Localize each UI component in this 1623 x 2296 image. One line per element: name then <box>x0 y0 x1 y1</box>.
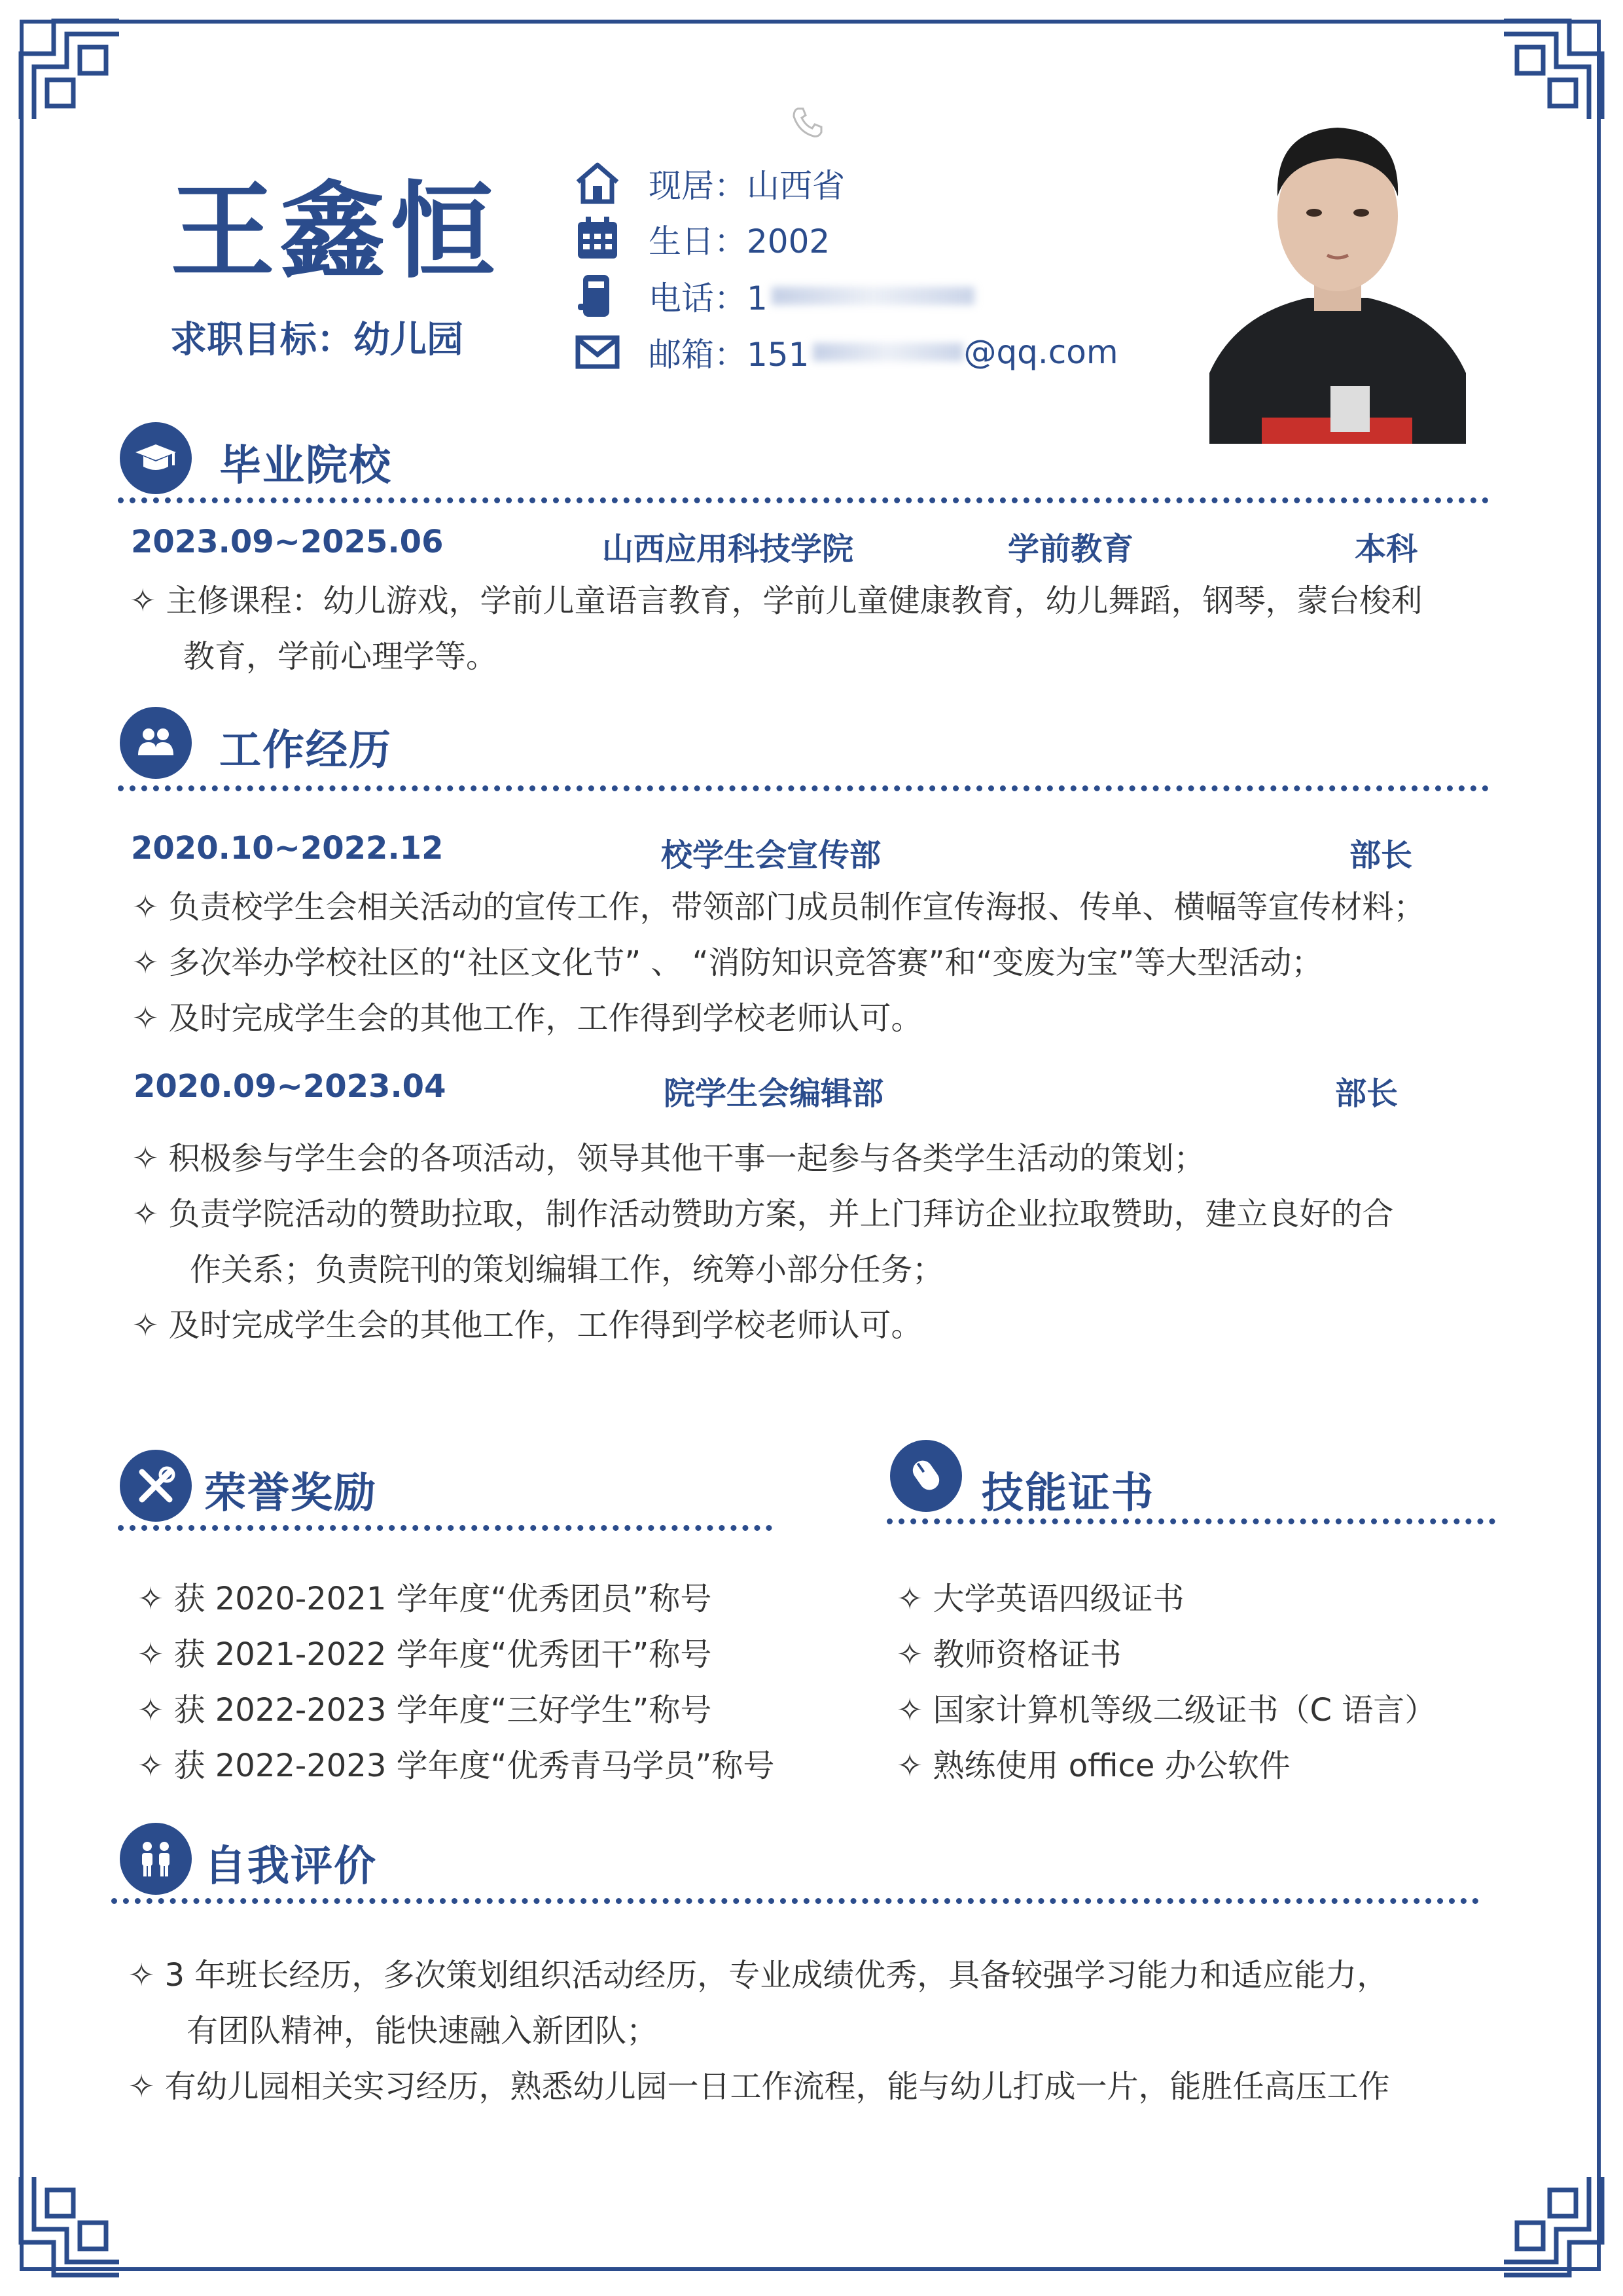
honor-item-1: ✧ 获 2020-2021 学年度“优秀团员”称号 <box>137 1581 712 1617</box>
education-school: 山西应用科技学院 <box>602 531 854 567</box>
info-address <box>573 157 845 209</box>
faint-phone-icon <box>789 105 825 141</box>
education-major: 学前教育 <box>1008 531 1134 567</box>
phone-icon <box>573 271 622 321</box>
info-email <box>573 326 1118 378</box>
honors-title: 荣誉奖励 <box>204 1469 377 1518</box>
skill-item-3: ✧ 国家计算机等级二级证书（C 语言） <box>897 1692 1436 1729</box>
address-text: 现居：山西省 <box>649 167 845 205</box>
education-title: 毕业院校 <box>219 442 392 490</box>
info-birthday <box>573 213 830 265</box>
honor-item-3: ✧ 获 2022-2023 学年度“三好学生”称号 <box>137 1692 712 1729</box>
divider-self <box>111 1898 1479 1904</box>
job2-item-1: ✧ 积极参与学生会的各项活动，领导其他干事一起参与各类学生活动的策划； <box>132 1140 1205 1177</box>
education-period: 2023.09~2025.06 <box>131 524 444 560</box>
job1-role: 部长 <box>1349 837 1413 874</box>
calendar-icon <box>573 214 622 264</box>
self-item-1-cont: 有团队精神，能快速融入新团队； <box>187 2013 658 2049</box>
skill-item-2: ✧ 教师资格证书 <box>897 1636 1122 1673</box>
skill-item-4: ✧ 熟练使用 office 办公软件 <box>897 1748 1291 1784</box>
graduation-cap-icon <box>120 422 192 494</box>
education-degree: 本科 <box>1355 531 1418 567</box>
profile-photo <box>1209 98 1466 444</box>
job2-period: 2020.09~2023.04 <box>134 1068 446 1105</box>
corner-ornament-top-left <box>14 14 126 126</box>
candidate-name: 王鑫恒 <box>170 170 501 293</box>
self-item-2: ✧ 有幼儿园相关实习经历，熟悉幼儿园一日工作流程，能与幼儿打成一片，能胜任高压工作 <box>128 2068 1390 2105</box>
people-icon <box>120 1823 192 1895</box>
phone-text: 电话：1 <box>649 279 768 317</box>
birthday-text: 生日：2002 <box>649 223 830 260</box>
job2-item-2-cont: 作关系；负责院刊的策划编辑工作，统筹小部分任务； <box>190 1251 944 1288</box>
honor-item-4: ✧ 获 2022-2023 学年度“优秀青马学员”称号 <box>137 1748 775 1784</box>
education-courses-cont: 教育，学前心理学等。 <box>183 638 498 675</box>
job1-item-2: ✧ 多次举办学校社区的“社区文化节” 、 “消防知识竞答赛”和“变废为宝”等大型活动； <box>132 944 1323 981</box>
job2-item-2: ✧ 负责学院活动的赞助拉取，制作活动赞助方案，并上门拜访企业拉取赞助，建立良好的合 <box>132 1196 1394 1232</box>
education-courses: ✧ 主修课程：幼儿游戏，学前儿童语言教育，学前儿童健康教育，幼儿舞蹈，钢琴，蒙台梭利 <box>130 583 1423 619</box>
job1-org: 校学生会宣传部 <box>661 837 882 874</box>
tools-icon <box>120 1450 192 1522</box>
corner-ornament-top-right <box>1497 14 1609 126</box>
skills-title: 技能证书 <box>982 1469 1154 1518</box>
email-text: 邮箱：151 <box>649 336 810 374</box>
job2-org: 院学生会编辑部 <box>664 1075 884 1112</box>
mouse-icon <box>890 1440 962 1512</box>
email-suffix: @qq.com <box>963 333 1118 371</box>
info-phone <box>573 270 974 322</box>
team-icon <box>120 707 192 779</box>
divider-work <box>118 785 1489 791</box>
honor-item-2: ✧ 获 2021-2022 学年度“优秀团干”称号 <box>137 1636 712 1673</box>
job2-item-3: ✧ 及时完成学生会的其他工作，工作得到学校老师认可。 <box>132 1307 923 1344</box>
corner-ornament-bottom-right <box>1497 2170 1609 2282</box>
job-target: 求职目标：幼儿园 <box>170 319 463 361</box>
corner-ornament-bottom-left <box>14 2170 126 2282</box>
job1-period: 2020.10~2022.12 <box>131 830 444 867</box>
divider-skills <box>887 1518 1495 1524</box>
work-title: 工作经历 <box>219 726 392 775</box>
phone-redacted <box>772 287 974 305</box>
self-title: 自我评价 <box>204 1842 377 1891</box>
home-icon <box>573 158 622 208</box>
skill-item-1: ✧ 大学英语四级证书 <box>897 1581 1185 1617</box>
email-redacted <box>813 343 963 361</box>
divider-honors <box>118 1525 772 1531</box>
job2-role: 部长 <box>1335 1075 1399 1112</box>
mail-icon <box>573 327 622 377</box>
job1-item-1: ✧ 负责校学生会相关活动的宣传工作，带领部门成员制作宣传海报、传单、横幅等宣传材料； <box>132 889 1425 925</box>
job1-item-3: ✧ 及时完成学生会的其他工作，工作得到学校老师认可。 <box>132 1000 923 1037</box>
divider-education <box>118 497 1489 503</box>
self-item-1: ✧ 3 年班长经历，多次策划组织活动经历，专业成绩优秀，具备较强学习能力和适应能力， <box>128 1957 1389 1994</box>
